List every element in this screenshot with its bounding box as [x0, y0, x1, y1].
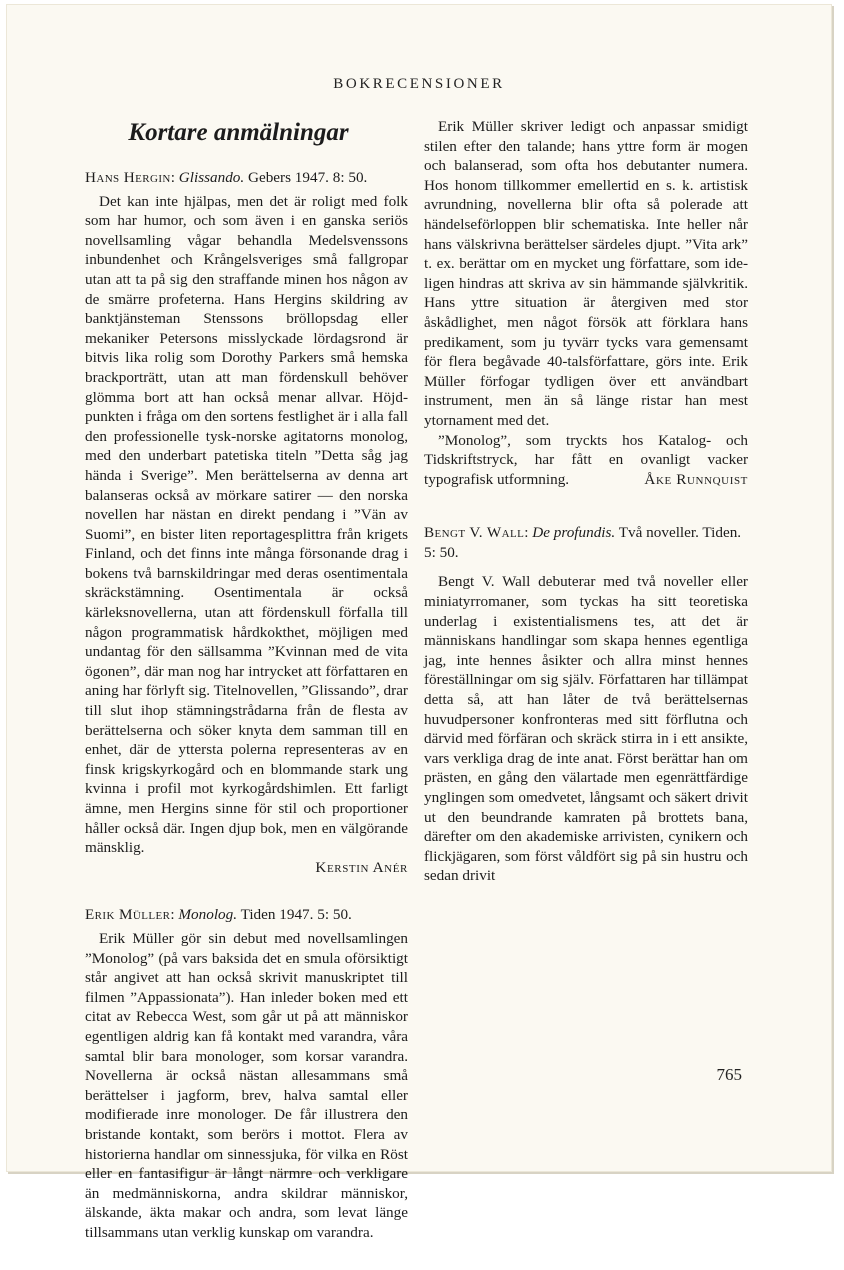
- review-book-title: Glissando.: [178, 169, 245, 186]
- reviewer-signature: Kerstin Anér: [315, 858, 408, 876]
- review-body: [85, 192, 408, 858]
- right-column: [424, 117, 748, 914]
- left-column: [85, 116, 408, 1270]
- review-author: Bengt V. Wall: [424, 524, 525, 542]
- review-book-title: De profundis.: [532, 524, 616, 542]
- review-paragraph: Erik Müller gör sin debut med novellsamlingen ”Monolog” (på vars baksida det en smula oförsiktigt står angivet att han också skrivit manuskriptet till filmen ”Appassionata”). Han inleder boken med ett citat av Rebecca West, som går ut på att människor egentligen aldrig kan få kontakt med varandra, våra samtal blir bara monologer, som korsar varandra. Novellerna är också nästan allesammans små berättelser i jagform, brev, halva samtal eller modifierade inre monologer. De får illustrera den bristande kontakt, som berörs i mottot. Flera av historierna handlar om sinnessjuka, för vilka en Röst eller en fantasifigur är långt närmre och verkligare än medmänniskorna, andra skildrar människor, älskande, äkta makar och andra, som levat länge tillsammans utan verklig kunskap om varandra.: [85, 929, 408, 1241]
- review-paragraph: Bengt V. Wall debuterar med två noveller eller miniatyrromaner, som tyckas ha sitt teoretiska underlag i existentialismens tes, att det är människans handlingar som skapa hennes egentliga jag, inte hennes åsikter och allra minst hennes föreställningar om sig själv. Författaren har tillämpat detta så, att han låter de två berättelsernas huvudpersoner konfronteras med sitt förflutna och därvid med förfäran och skräck stirra in i ett ansikte, vars verkliga drag de inte anat. Först berättar han om prästen, en gång den välartade men egenrättfärdige ynglingen som omedvetet, långsamt och säkert drivit ut den beundrande kamraten på brottets bana, därefter om den akademiske arrivisten, cynikern och flickjägaren, som först våldfört sig på sin hustru och sedan drivit: [424, 573, 748, 885]
- review-author: Hans Hergin: [85, 169, 171, 186]
- review-publication: Tiden 1947. 5: 50.: [240, 906, 352, 924]
- running-head: BOKRECENSIONER: [333, 76, 505, 92]
- review-heading: Erik Müller: Monolog. Tiden 1947. 5: 50.: [85, 906, 352, 924]
- review-hergin: [85, 168, 408, 877]
- review-paragraph: Erik Müller skriver ledigt och anpassar smidigt stilen efter den talande; hans yttre form är mogen och balanserad, som ofta hos debutanter numera. Hos honom tillkommer emellertid en s. k. artistisk avrundning, novellerna blir ofta så polerade att händelseförloppen blir schematiska. Inte heller når hans välskrivna berättelser särdeles djupt. ”Vita ark” t. ex. berättar om en mycket ung författare, som ideligen hindras att skriva av sin hämmande självkritik. Hans yttre situation är återgiven med stor åskådlighet, men något försök att förklara hans predikament, som ju tyvärr tycks vara gemensamt för flera begåvade 40-talsförfattare, görs inte. Erik Müller förfogar tydligen över ett användbart instrument, men än så länge ristar han mest ytornament med det.: [424, 118, 748, 429]
- review-muller: [85, 905, 408, 1242]
- review-book-title: Monolog.: [178, 906, 238, 924]
- review-body: [424, 572, 748, 886]
- page-number: 765: [716, 1065, 742, 1084]
- review-paragraph: Det kan inte hjälpas, men det är roligt med folk som har humor, och som även i en ganska seriös novellsamling vågar behandla Medelsvenssons inbundenhet och Krångelsveriges små fallgropar utan att ta på sig den straffande minen hos någon av de smärre profeterna. Hans Hergins skildring av banktjänsteman Stenssons bröllopsdag eller mekaniker Petersons misslyckade lördagsrond är bitvis lika rolig som Dorothy Parkers små hemska brackporträtt, utan att man fördenskull behöver glömma bort att han också menar allvar. Höjdpunkten i fråga om den sortens festlighet är i alla fall den professionelle tysk-norske agitatorns monolog, med den underbart patetiska titeln ”Detta såg jag hända i Sverige”. Men berättelserna av denna art balanseras också av mörkare satirer — den norska novellen har nästan en direkt pendang i ”Vän av Suomi”, en bister liten reportagesplittra från krigets Finland, och det finns inte många försonande drag i bokens två barnskildringar med deras osentimentala skräckstämning. Osentimentala är också kärleksnovellerna, utan att fördenskull förfalla till någon programmatisk hårdkokthet, möjligen med undantag för den sällsamma ”Kvinnan med de vita ögonen”, där man nog har intrycket att författaren en aning har förlyft sig. Titelnovellen, ”Glissando”, drar till slut ihop stämningstrådarna från de flesta av berättelserna och söker knyta dem samman till en enhet, där de yttersta polerna representeras av en finsk krigskyrkogård och en blommande stark ung kvinna i profil mot kyrkogårdshimlen. Ett farligt ämne, men Hergins sinne för stil och proportioner håller också där. Ingen djup bok, men en välgörande mänsklig.: [85, 192, 408, 857]
- reviewer-signature: Åke Runnquist: [644, 470, 748, 488]
- review-wall: [424, 523, 748, 886]
- review-paragraph-last: ”Monolog”, som tryckts hos Katalog- och Tidskriftstryck, har fått en ovanligt vacker typografisk utformning. Åke Runnquist: [424, 431, 748, 488]
- review-heading: Hans Hergin: Glissando. Gebers 1947. 8: 50.: [85, 169, 368, 186]
- page: [6, 4, 832, 1241]
- review-body: [85, 929, 408, 1243]
- review-publication: Gebers 1947. 8: 50.: [247, 169, 368, 186]
- review-heading: Bengt V. Wall: De profundis. Två noveller. Tiden. 5: 50.: [424, 524, 742, 561]
- section-title: Kortare anmälningar: [128, 119, 349, 146]
- review-publication: Två noveller. Tiden. 5: 50.: [424, 524, 742, 561]
- review-author: Erik Müller: [85, 906, 171, 924]
- review-body-continued: [424, 117, 748, 489]
